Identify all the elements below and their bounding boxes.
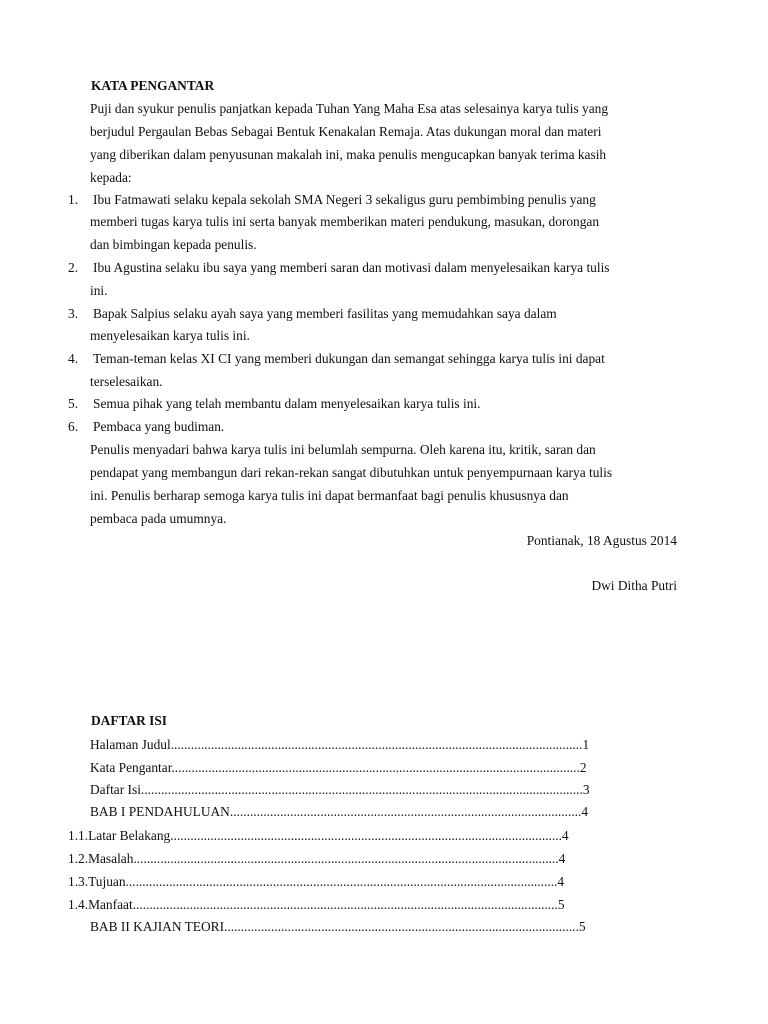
list-item-number: 6. [68, 419, 79, 434]
list-item-text: Ibu Agustina selaku ibu saya yang memberi saran dan motivasi dalam menyelesaikan karya tulis [93, 260, 610, 275]
list-item-number: 2. [68, 260, 79, 275]
toc-row: 1.3.Tujuan.................................................................................................................................4 [68, 874, 565, 889]
kata-pengantar-title: KATA PENGANTAR [91, 78, 215, 93]
list-item-text: ini. [90, 283, 108, 298]
closing-line: pendapat yang membangun dari rekan-rekan sangat dibutuhkan untuk penyempurnaan karya tulis [90, 465, 613, 480]
closing-line: pembaca pada umumnya. [90, 511, 227, 526]
intro-line: Puji dan syukur penulis panjatkan kepada Tuhan Yang Maha Esa atas selesainya karya tulis yang [90, 101, 609, 116]
closing-line: Penulis menyadari bahwa karya tulis ini belumlah sempurna. Oleh karena itu, kritik, saran dan [90, 442, 596, 457]
list-item-number: 4. [68, 351, 79, 366]
toc-row: Daftar Isi....................................................................................................................................3 [90, 782, 590, 797]
author-name: Dwi Ditha Putri [591, 578, 677, 593]
toc-row: Kata Pengantar..........................................................................................................................2 [90, 760, 587, 775]
list-item-text: menyelesaikan karya tulis ini. [90, 328, 250, 343]
toc-row: 1.1.Latar Belakang.....................................................................................................................4 [68, 828, 569, 843]
toc-row: 1.2.Masalah...............................................................................................................................4 [68, 851, 566, 866]
list-item-text: dan bimbingan kepada penulis. [90, 237, 257, 252]
list-item-text: Bapak Salpius selaku ayah saya yang memberi fasilitas yang memudahkan saya dalam [93, 306, 557, 321]
list-item-text: Teman-teman kelas XI CI yang memberi dukungan dan semangat sehingga karya tulis ini dapat [93, 351, 605, 366]
closing-line: ini. Penulis berharap semoga karya tulis ini dapat bermanfaat bagi penulis khususnya dan [90, 488, 569, 503]
toc-row: 1.4.Manfaat...............................................................................................................................5 [68, 897, 565, 912]
list-item-text: memberi tugas karya tulis ini serta banyak memberikan materi pendukung, masukan, dorongan [90, 214, 600, 229]
list-item-text: Pembaca yang budiman. [93, 419, 225, 434]
daftar-isi-title: DAFTAR ISI [91, 713, 168, 728]
list-item-text: Ibu Fatmawati selaku kepala sekolah SMA Negeri 3 sekaligus guru pembimbing penulis yang [93, 192, 596, 207]
toc-row: BAB I PENDAHULUAN.........................................................................................................4 [90, 804, 589, 819]
list-item-text: Semua pihak yang telah membantu dalam menyelesaikan karya tulis ini. [93, 396, 481, 411]
list-item-number: 5. [68, 396, 79, 411]
intro-line: berjudul Pergaulan Bebas Sebagai Bentuk Kenakalan Remaja. Atas dukungan moral dan materi [90, 124, 602, 139]
intro-line: yang diberikan dalam penyusunan makalah ini, maka penulis mengucapkan banyak terima kasih [90, 147, 607, 162]
place-date: Pontianak, 18 Agustus 2014 [526, 533, 677, 548]
intro-line: kepada: [90, 170, 132, 185]
list-item-number: 1. [68, 192, 79, 207]
list-item-number: 3. [68, 306, 79, 321]
toc-row: Halaman Judul...........................................................................................................................1 [90, 737, 590, 752]
list-item-text: terselesaikan. [90, 374, 163, 389]
toc-row: BAB II KAJIAN TEORI..........................................................................................................5 [90, 919, 586, 934]
